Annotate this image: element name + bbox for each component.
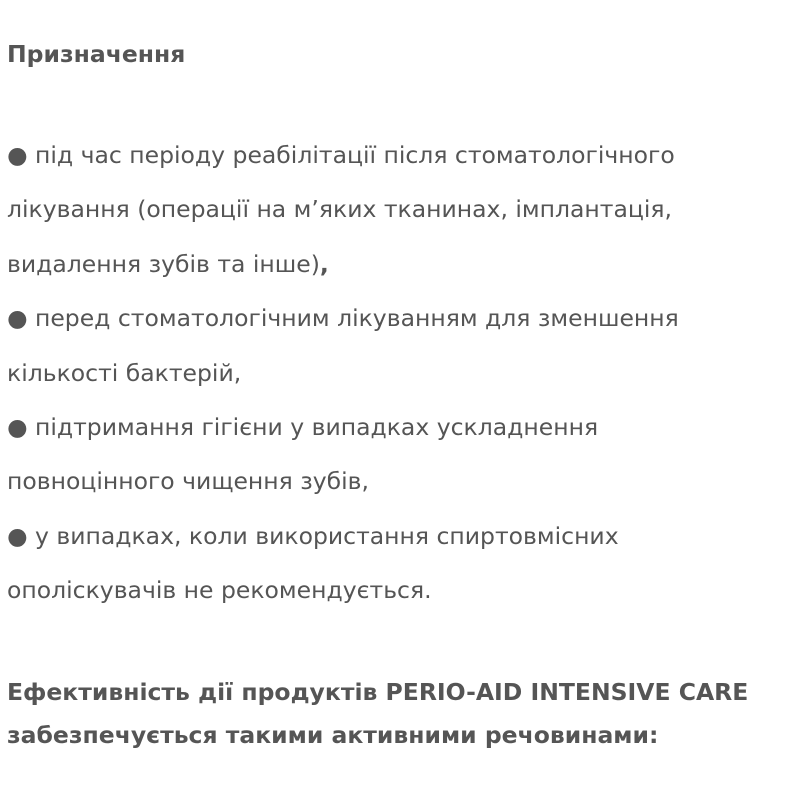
purpose-list (7, 128, 797, 618)
closing-line: Ефективність дії продуктів PERIO-AID INTENSIVE CARE (7, 678, 749, 706)
list-line: кількості бактерій, (7, 358, 242, 387)
list-line: ● у випадках, коли використання спиртовмісних (7, 521, 619, 550)
list-line (7, 237, 797, 291)
list-line: ополіскувачів не рекомендується. (7, 576, 432, 605)
bold-comma: , (319, 249, 329, 278)
list-line: ● перед стоматологічним лікуванням для зменшення (7, 304, 679, 333)
effectiveness-paragraph (7, 671, 797, 757)
list-line: ● під час періоду реабілітації після стоматологічного (7, 141, 675, 169)
list-line: лікування (операції на м’яких тканинах, імплантація, (7, 195, 673, 224)
section-heading: Призначення (7, 40, 186, 68)
list-line: ● підтримання гігієни у випадках ускладнення (7, 413, 599, 442)
closing-line: забезпечується такими активними речовинами: (7, 721, 659, 749)
list-line-text: видалення зубів та інше) (7, 249, 320, 278)
list-line: повноцінного чищення зубів, (7, 467, 369, 496)
